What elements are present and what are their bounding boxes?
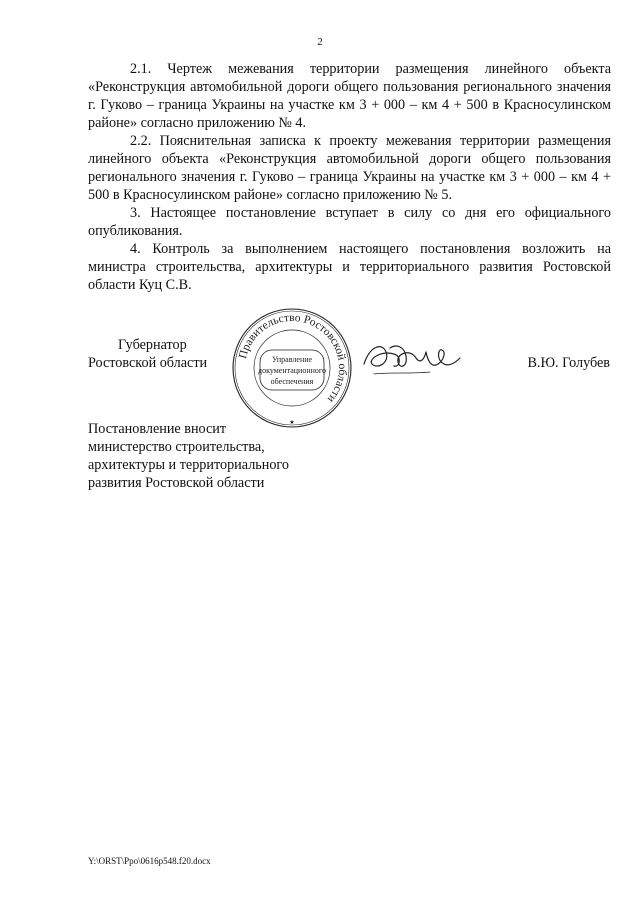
page-number: 2 [317, 36, 323, 48]
submitted-line-1: Постановление вносит [88, 421, 227, 437]
submitted-line-2: министерство строительства, [88, 439, 265, 455]
svg-text:★: ★ [289, 419, 295, 426]
submitted-line-4: развития Ростовской области [88, 475, 265, 491]
governor-position: Губернатор [118, 337, 187, 353]
footer-file-path: Y:\ORST\Ppo\0616p548.f20.docx [88, 856, 211, 866]
seal-center-line-2: документационного [258, 366, 326, 375]
document-body [88, 60, 611, 294]
paragraph-3: 3. Настоящее постановление вступает в силу со дня его официального опубликования. [88, 205, 611, 239]
paragraph-2-1: 2.1. Чертеж межевания территории размещения линейного объекта «Реконструкция автомобильной дороги общего пользования регионального значения г. Гуково – граница Украины на участке км 3 + 000 – км 4 + 500 в Красносулинском районе» согласно приложению № 4. [88, 61, 611, 131]
paragraph-2-2: 2.2. Пояснительная записка к проекту межевания территории размещения линейного объекта «Реконструкция автомобильной дороги общего пользования регионального значения г. Гуково – граница Украины на участке км 3 + 000 – км 4 + 500 в Красносулинском районе» согласно приложению № 5. [88, 133, 611, 203]
governor-region: Ростовской области [88, 355, 208, 371]
paragraph-4: 4. Контроль за выполнением настоящего постановления возложить на министра строительства, архитектуры и территориального развития Ростовской области Куц С.В. [88, 241, 611, 293]
official-seal-stamp [230, 306, 354, 430]
submitted-line-3: архитектуры и территориального [88, 457, 289, 473]
signer-name: В.Ю. Голубев [527, 355, 610, 371]
handwritten-signature [360, 334, 468, 380]
seal-center-line-1: Управление [271, 355, 313, 364]
governor-title-block [88, 336, 228, 372]
seal-center-line-3: обеспечения [270, 377, 314, 386]
submitted-by-block [88, 420, 328, 492]
seal-ring-text: Правительство Ростовской области [236, 311, 349, 405]
